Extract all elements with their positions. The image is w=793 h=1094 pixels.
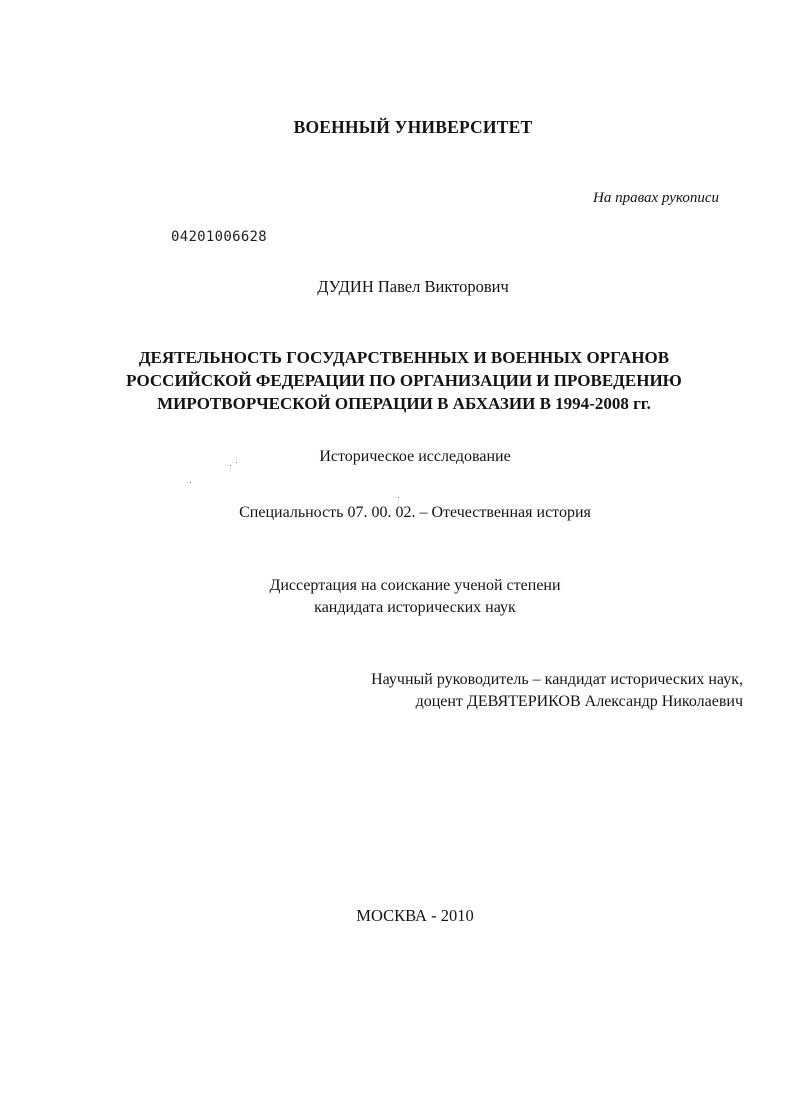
author-name: ДУДИН Павел Викторович xyxy=(317,277,509,296)
title-line: РОССИЙСКОЙ ФЕДЕРАЦИИ ПО ОРГАНИЗАЦИИ И ПРОВЕДЕНИЮ xyxy=(126,371,682,390)
degree-line: Диссертация на соискание ученой степени xyxy=(269,577,561,594)
title-line: ДЕЯТЕЛЬНОСТЬ ГОСУДАРСТВЕННЫХ И ВОЕННЫХ ОРГАНОВ xyxy=(138,348,670,367)
scan-speck xyxy=(190,482,191,483)
scan-speck xyxy=(230,465,231,466)
catalog-code: 04201006628 xyxy=(171,229,268,245)
specialty-line: Специальность 07. 00. 02. – Отечественная история xyxy=(239,504,591,521)
title-line: МИРОТВОРЧЕСКОЙ ОПЕРАЦИИ В АБХАЗИИ В 1994-2008 гг. xyxy=(157,394,651,413)
advisor-line: доцент ДЕВЯТЕРИКОВ Александр Николаевич xyxy=(415,693,743,710)
advisor-line: Научный руководитель – кандидат исторических наук, xyxy=(371,671,743,688)
institution-heading: ВОЕННЫЙ УНИВЕРСИТЕТ xyxy=(293,117,533,137)
scan-speck xyxy=(236,462,237,463)
manuscript-rights-note: На правах рукописи xyxy=(593,190,719,206)
degree-statement xyxy=(0,575,793,619)
degree-line: кандидата исторических наук xyxy=(314,599,516,616)
dissertation-title xyxy=(0,346,793,415)
city-year: МОСКВА - 2010 xyxy=(356,906,474,925)
scan-speck xyxy=(398,497,399,498)
work-genre: Историческое исследование xyxy=(319,448,511,465)
scientific-advisor xyxy=(371,669,743,713)
